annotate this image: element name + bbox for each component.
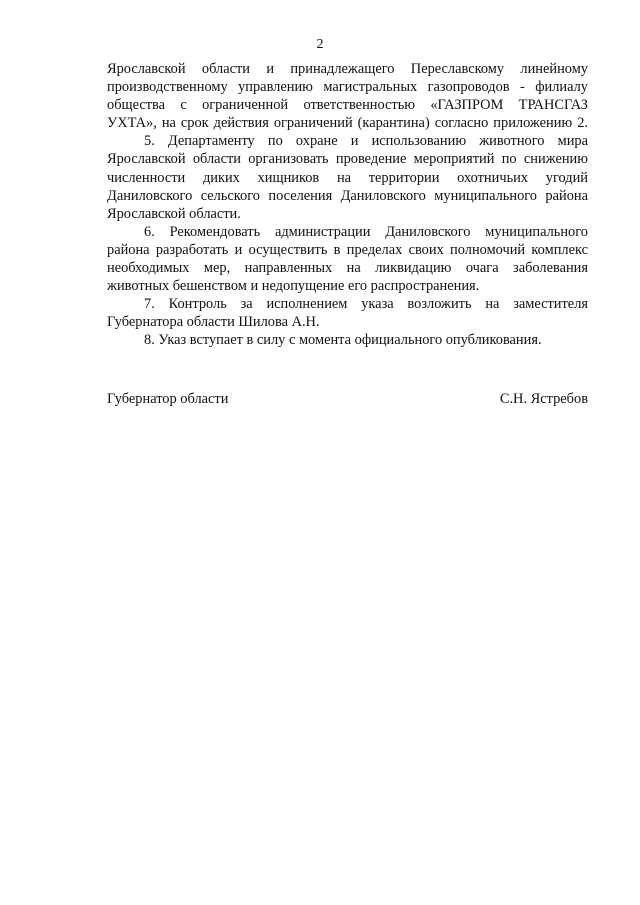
body-line: животных бешенством и недопущение его распространения. <box>107 278 480 295</box>
body-line: района разработать и осуществить в пределах своих полномочий комплекс <box>107 241 588 258</box>
body-line: Ярославской области и принадлежащего Переславскому линейному <box>107 61 588 77</box>
signatory-title: Губернатор области <box>107 391 229 407</box>
body-line: общества с ограниченной ответственностью «ГАЗПРОМ ТРАНСГАЗ <box>107 97 588 114</box>
body-line: Ярославской области. <box>107 205 241 222</box>
body-line: производственному управлению магистральных газопроводов - филиалу <box>107 79 588 96</box>
body-line: 6. Рекомендовать администрации Даниловского муниципального <box>144 223 588 240</box>
body-line: Ярославской области организовать проведение мероприятий по снижению <box>107 151 588 168</box>
body-line: необходимых мер, направленных на ликвидацию очага заболевания <box>107 260 588 277</box>
body-line: 7. Контроль за исполнением указа возложить на заместителя <box>144 296 588 313</box>
body-line: 8. Указ вступает в силу с момента официального опубликования. <box>144 332 542 349</box>
page-number: 2 <box>316 37 324 52</box>
body-line: Губернатора области Шилова А.Н. <box>107 314 320 331</box>
body-line: 5. Департаменту по охране и использованию животного мира <box>144 133 588 150</box>
document-body <box>107 60 588 350</box>
body-line: численности диких хищников на территории охотничьих угодий <box>107 169 588 186</box>
body-line: УХТА», на срок действия ограничений (карантина) согласно приложению 2. <box>107 115 588 132</box>
body-line: Даниловского сельского поселения Даниловского муниципального района <box>107 187 588 204</box>
signature-block <box>107 390 588 408</box>
signatory-name: С.Н. Ястребов <box>499 391 588 407</box>
